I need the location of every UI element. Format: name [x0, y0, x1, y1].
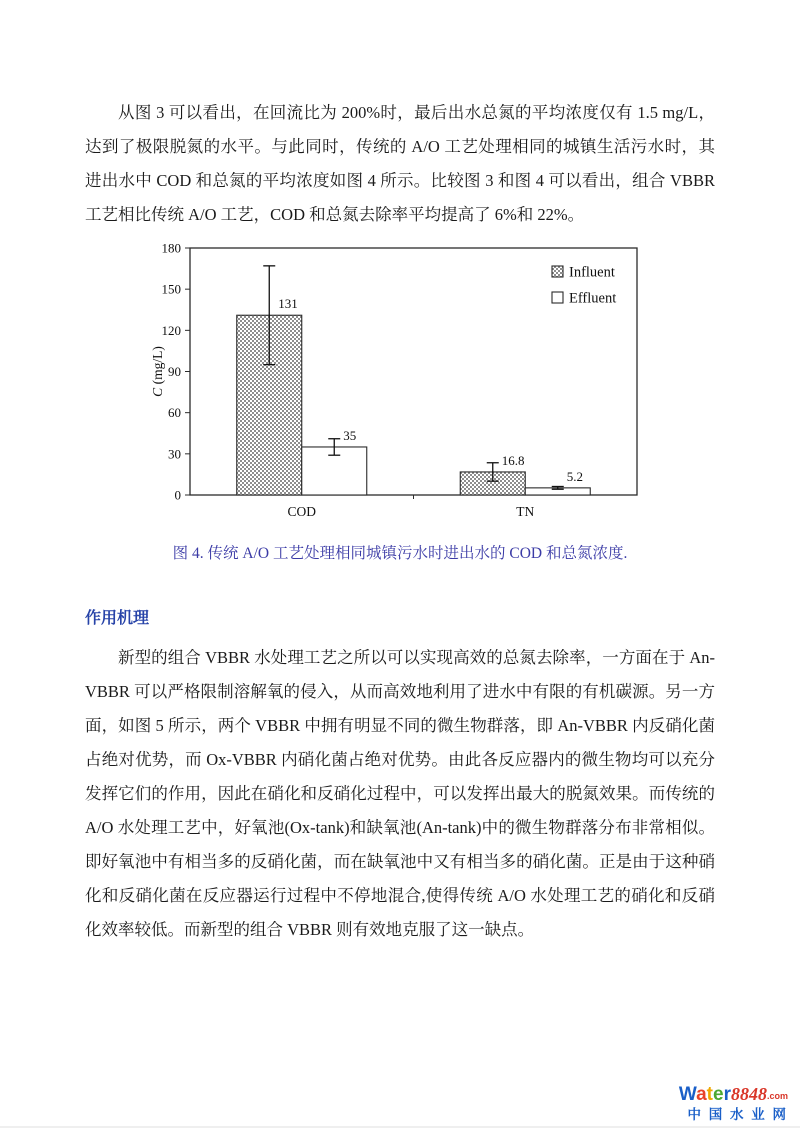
figure-4: [85, 240, 715, 525]
svg-text:90: 90: [168, 364, 181, 379]
figure-4-caption: 图 4. 传统 A/O 工艺处理相同城镇污水时进出水的 COD 和总氮浓度.: [172, 545, 628, 562]
svg-text:120: 120: [161, 322, 181, 338]
svg-text:Effluent: Effluent: [569, 290, 617, 307]
svg-text:30: 30: [168, 446, 181, 462]
section-heading: 作用机理: [85, 610, 150, 627]
svg-text:TN: TN: [516, 504, 535, 519]
brand-subtitle: 中 国 水 业 网: [687, 1107, 788, 1123]
svg-text:150: 150: [161, 281, 181, 297]
paragraph-1: 从图 3 可以看出，在回流比为 200%时，最后出水总氮的平均浓度仅有 1.5 mg/L，达到了极限脱氮的水平。与此同时，传统的 A/O 工艺处理相同的城镇生活污水时，其进出水中 COD 和总氮的平均浓度如图 4 所示。比较图 3 和图 4 可以看出，组合 VBBR 工艺相比传统 A/O 工艺，COD 和总氮去除率平均提高了 6%和 22%。: [85, 103, 715, 224]
page-bottom-divider: [0, 1126, 800, 1128]
svg-text:35: 35: [343, 427, 357, 443]
svg-text:C (mg/L): C (mg/L): [150, 346, 165, 397]
brand-number: 8848: [730, 1084, 767, 1105]
paragraph-2: 新型的组合 VBBR 水处理工艺之所以可以实现高效的总氮去除率，一方面在于 An-VBBR 可以严格限制溶解氧的侵入，从而高效地利用了进水中有限的有机碳源。另一方面，如图 5 所示，两个 VBBR 中拥有明显不同的微生物群落，即 An-VBBR 内反硝化菌占绝对优势，而 Ox-VBBR 内硝化菌占绝对优势。由此各反应器内的微生物均可以充分发挥它们的作用，因此在硝化和反硝化过程中，可以发挥出最大的脱氮效果。而传统的 A/O 水处理工艺中，好氧池(Ox-tank)和缺氧池(An-tank)中的微生物群落分布非常相似。即好氧池中有相当多的反硝化菌，而在缺氧池中又有相当多的硝化菌。正是由于这种硝化和反硝化菌在反应器运行过程中不停地混合,使得传统 A/O 水处理工艺的硝化和反硝化效率较低。而新型的组合 VBBR 则有效地克服了这一缺点。: [85, 648, 715, 939]
brand-tld: .com: [766, 1091, 788, 1102]
water8848-logo: [679, 1085, 788, 1123]
figure-4-bar-chart: [148, 240, 658, 525]
svg-text:5.2: 5.2: [566, 468, 583, 484]
svg-text:60: 60: [168, 405, 181, 421]
svg-text:131: 131: [278, 296, 298, 312]
svg-text:Influent: Influent: [569, 264, 615, 281]
svg-text:16.8: 16.8: [501, 452, 525, 468]
svg-text:0: 0: [174, 487, 181, 503]
brand-word: Water: [678, 1084, 731, 1106]
svg-text:180: 180: [161, 240, 181, 256]
brand-wordmark: [679, 1085, 788, 1106]
svg-text:COD: COD: [287, 504, 317, 519]
